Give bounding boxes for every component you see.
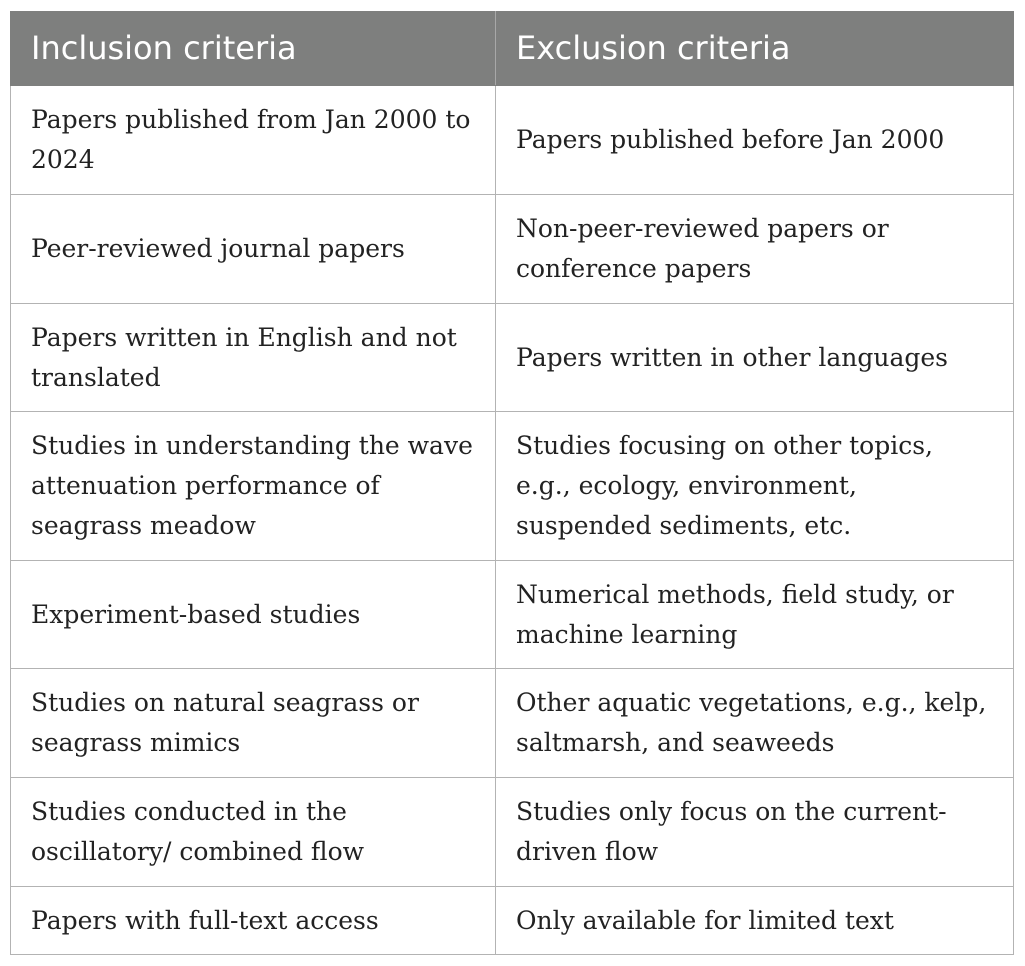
inclusion-cell: Studies in understanding the wave attenuation performance of seagrass meadow xyxy=(11,412,496,561)
table-row xyxy=(11,561,1014,669)
exclusion-cell: Other aquatic vegetations, e.g., kelp, saltmarsh, and seaweeds xyxy=(496,669,1014,778)
header-inclusion-criteria: Inclusion criteria xyxy=(11,12,496,86)
table-row xyxy=(11,86,1014,195)
criteria-table xyxy=(10,11,1014,955)
table-row xyxy=(11,669,1014,778)
exclusion-cell: Non-peer-reviewed papers or conference papers xyxy=(496,195,1014,304)
exclusion-cell: Studies focusing on other topics, e.g., ecology, environment, suspended sediments, etc. xyxy=(496,412,1014,561)
inclusion-cell: Papers published from Jan 2000 to 2024 xyxy=(11,86,496,195)
table-row xyxy=(11,887,1014,955)
inclusion-cell: Peer-reviewed journal papers xyxy=(11,195,496,304)
exclusion-cell: Numerical methods, field study, or machine learning xyxy=(496,561,1014,669)
inclusion-cell: Studies conducted in the oscillatory/ combined flow xyxy=(11,778,496,887)
inclusion-cell: Experiment-based studies xyxy=(11,561,496,669)
table-row xyxy=(11,304,1014,412)
exclusion-cell: Papers published before Jan 2000 xyxy=(496,86,1014,195)
exclusion-cell: Papers written in other languages xyxy=(496,304,1014,412)
inclusion-cell: Papers written in English and not translated xyxy=(11,304,496,412)
inclusion-cell: Papers with full-text access xyxy=(11,887,496,955)
header-row xyxy=(11,12,1014,86)
table-row xyxy=(11,412,1014,561)
table-row xyxy=(11,195,1014,304)
table-row xyxy=(11,778,1014,887)
exclusion-cell: Studies only focus on the current-driven flow xyxy=(496,778,1014,887)
table-body xyxy=(11,86,1014,955)
header-exclusion-criteria: Exclusion criteria xyxy=(496,12,1014,86)
exclusion-cell: Only available for limited text xyxy=(496,887,1014,955)
table-header xyxy=(11,12,1014,86)
inclusion-cell: Studies on natural seagrass or seagrass mimics xyxy=(11,669,496,778)
